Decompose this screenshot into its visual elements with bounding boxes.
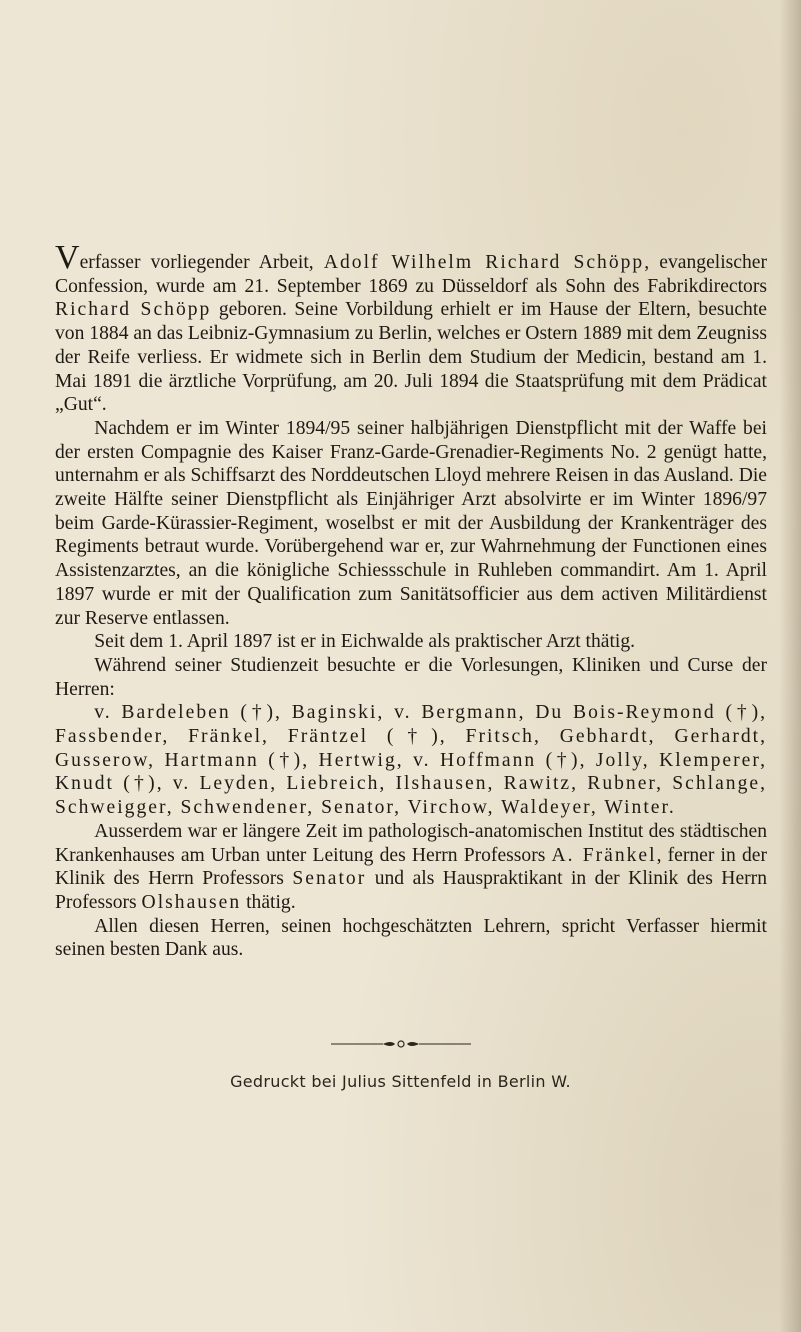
vita-text (55, 239, 767, 962)
page-edge-shadow (779, 0, 801, 1332)
paragraph-thanks: Allen diesen Herren, seinen hochgeschätzten Lehrern, spricht Verfasser hiermit seinen besten Dank aus. (55, 915, 767, 961)
ornament-divider (0, 1036, 801, 1055)
printer-imprint: Gedruckt bei Julius Sittenfeld in Berlin W. (230, 1072, 571, 1091)
father-name: Richard Schöpp (55, 299, 212, 321)
drop-cap: V (55, 239, 80, 276)
author-name: Adolf Wilhelm Richard Schöpp (323, 252, 645, 273)
paragraph-biography: Verfasser vorliegender Arbeit, Adolf Wilhelm Richard Schöpp, evangelischer Confession, wurde am 21. September 1869 zu Düsseldorf als Sohn des Fabrikdirectors Richard Schöpp geboren. Seine Vorbildung erhielt er im Hause der Eltern, besuchte von 1884 an das Leibniz-Gymnasium zu Berlin, welches er Ostern 1889 mit dem Zeugniss der Reife verliess. Er widmete sich in Berlin dem Studium der Medicin, bestand am 1. Mai 1891 die ärztliche Vorprüfung, am 20. Juli 1894 die Staatsprüfung mit dem Prädicat „Gut“. (55, 239, 767, 416)
professor-senator: Senator (292, 868, 367, 890)
teacher-list: v. Bardeleben (†), Baginski, v. Bergmann, Du Bois-Reymond (†), Fassbender, Fränkel, Fräntzel (†), Fritsch, Gebhardt, Gerhardt, Gusserow, Hartmann (†), Hertwig, v. Hoffmann (†), Jolly, Klemperer, Knudt (†), v. Leyden, Liebreich, Ilshausen, Rawitz, Rubner, Schlange, Schweigger, Schwendener, Senator, Virchow, Waldeyer, Winter. (55, 702, 767, 819)
ornament-icon (331, 1037, 471, 1051)
paragraph-institutes: Ausserdem war er längere Zeit im pathologisch-anatomischen Institut des städtischen Krankenhauses am Urban unter Leitung des Herrn Professors A. Fränkel, ferner in der Klinik des Herrn Professors Senator und als Hauspraktikant in der Klinik des Herrn Professors Olshausen thätig. (55, 820, 767, 913)
professor-olshausen: Olshausen (141, 891, 242, 913)
paragraph-military-service: Nachdem er im Winter 1894/95 seiner halbjährigen Dienstpflicht mit der Waffe bei der ersten Compagnie des Kaiser Franz-Garde-Grenadier-Regiments No. 2 genügt hatte, unternahm er als Schiffsarzt des Norddeutschen Lloyd mehrere Reisen in das Ausland. Die zweite Hälfte seiner Dienstpflicht als Einjähriger Arzt absolvirte er im Winter 1896/97 beim Garde-Kürassier-Regiment, woselbst er mit der Ausbildung der Krankenträger des Regiments betraut wurde. Vorübergehend war er, zur Wahrnehmung der Functionen eines Assistenzarztes, an die königliche Schiessschule in Ruhleben commandirt. Am 1. April 1897 wurde er mit der Qualification zum Sanitätsofficier aus dem activen Militärdienst zur Reserve entlassen. (55, 417, 767, 629)
paragraph-practice: Seit dem 1. April 1897 ist er in Eichwalde als praktischer Arzt thätig. (94, 631, 636, 653)
professor-fraenkel: A. Fränkel (551, 844, 657, 866)
paragraph-studies: Während seiner Studienzeit besuchte er die Vorlesungen, Kliniken und Curse der Herren: (55, 654, 767, 700)
